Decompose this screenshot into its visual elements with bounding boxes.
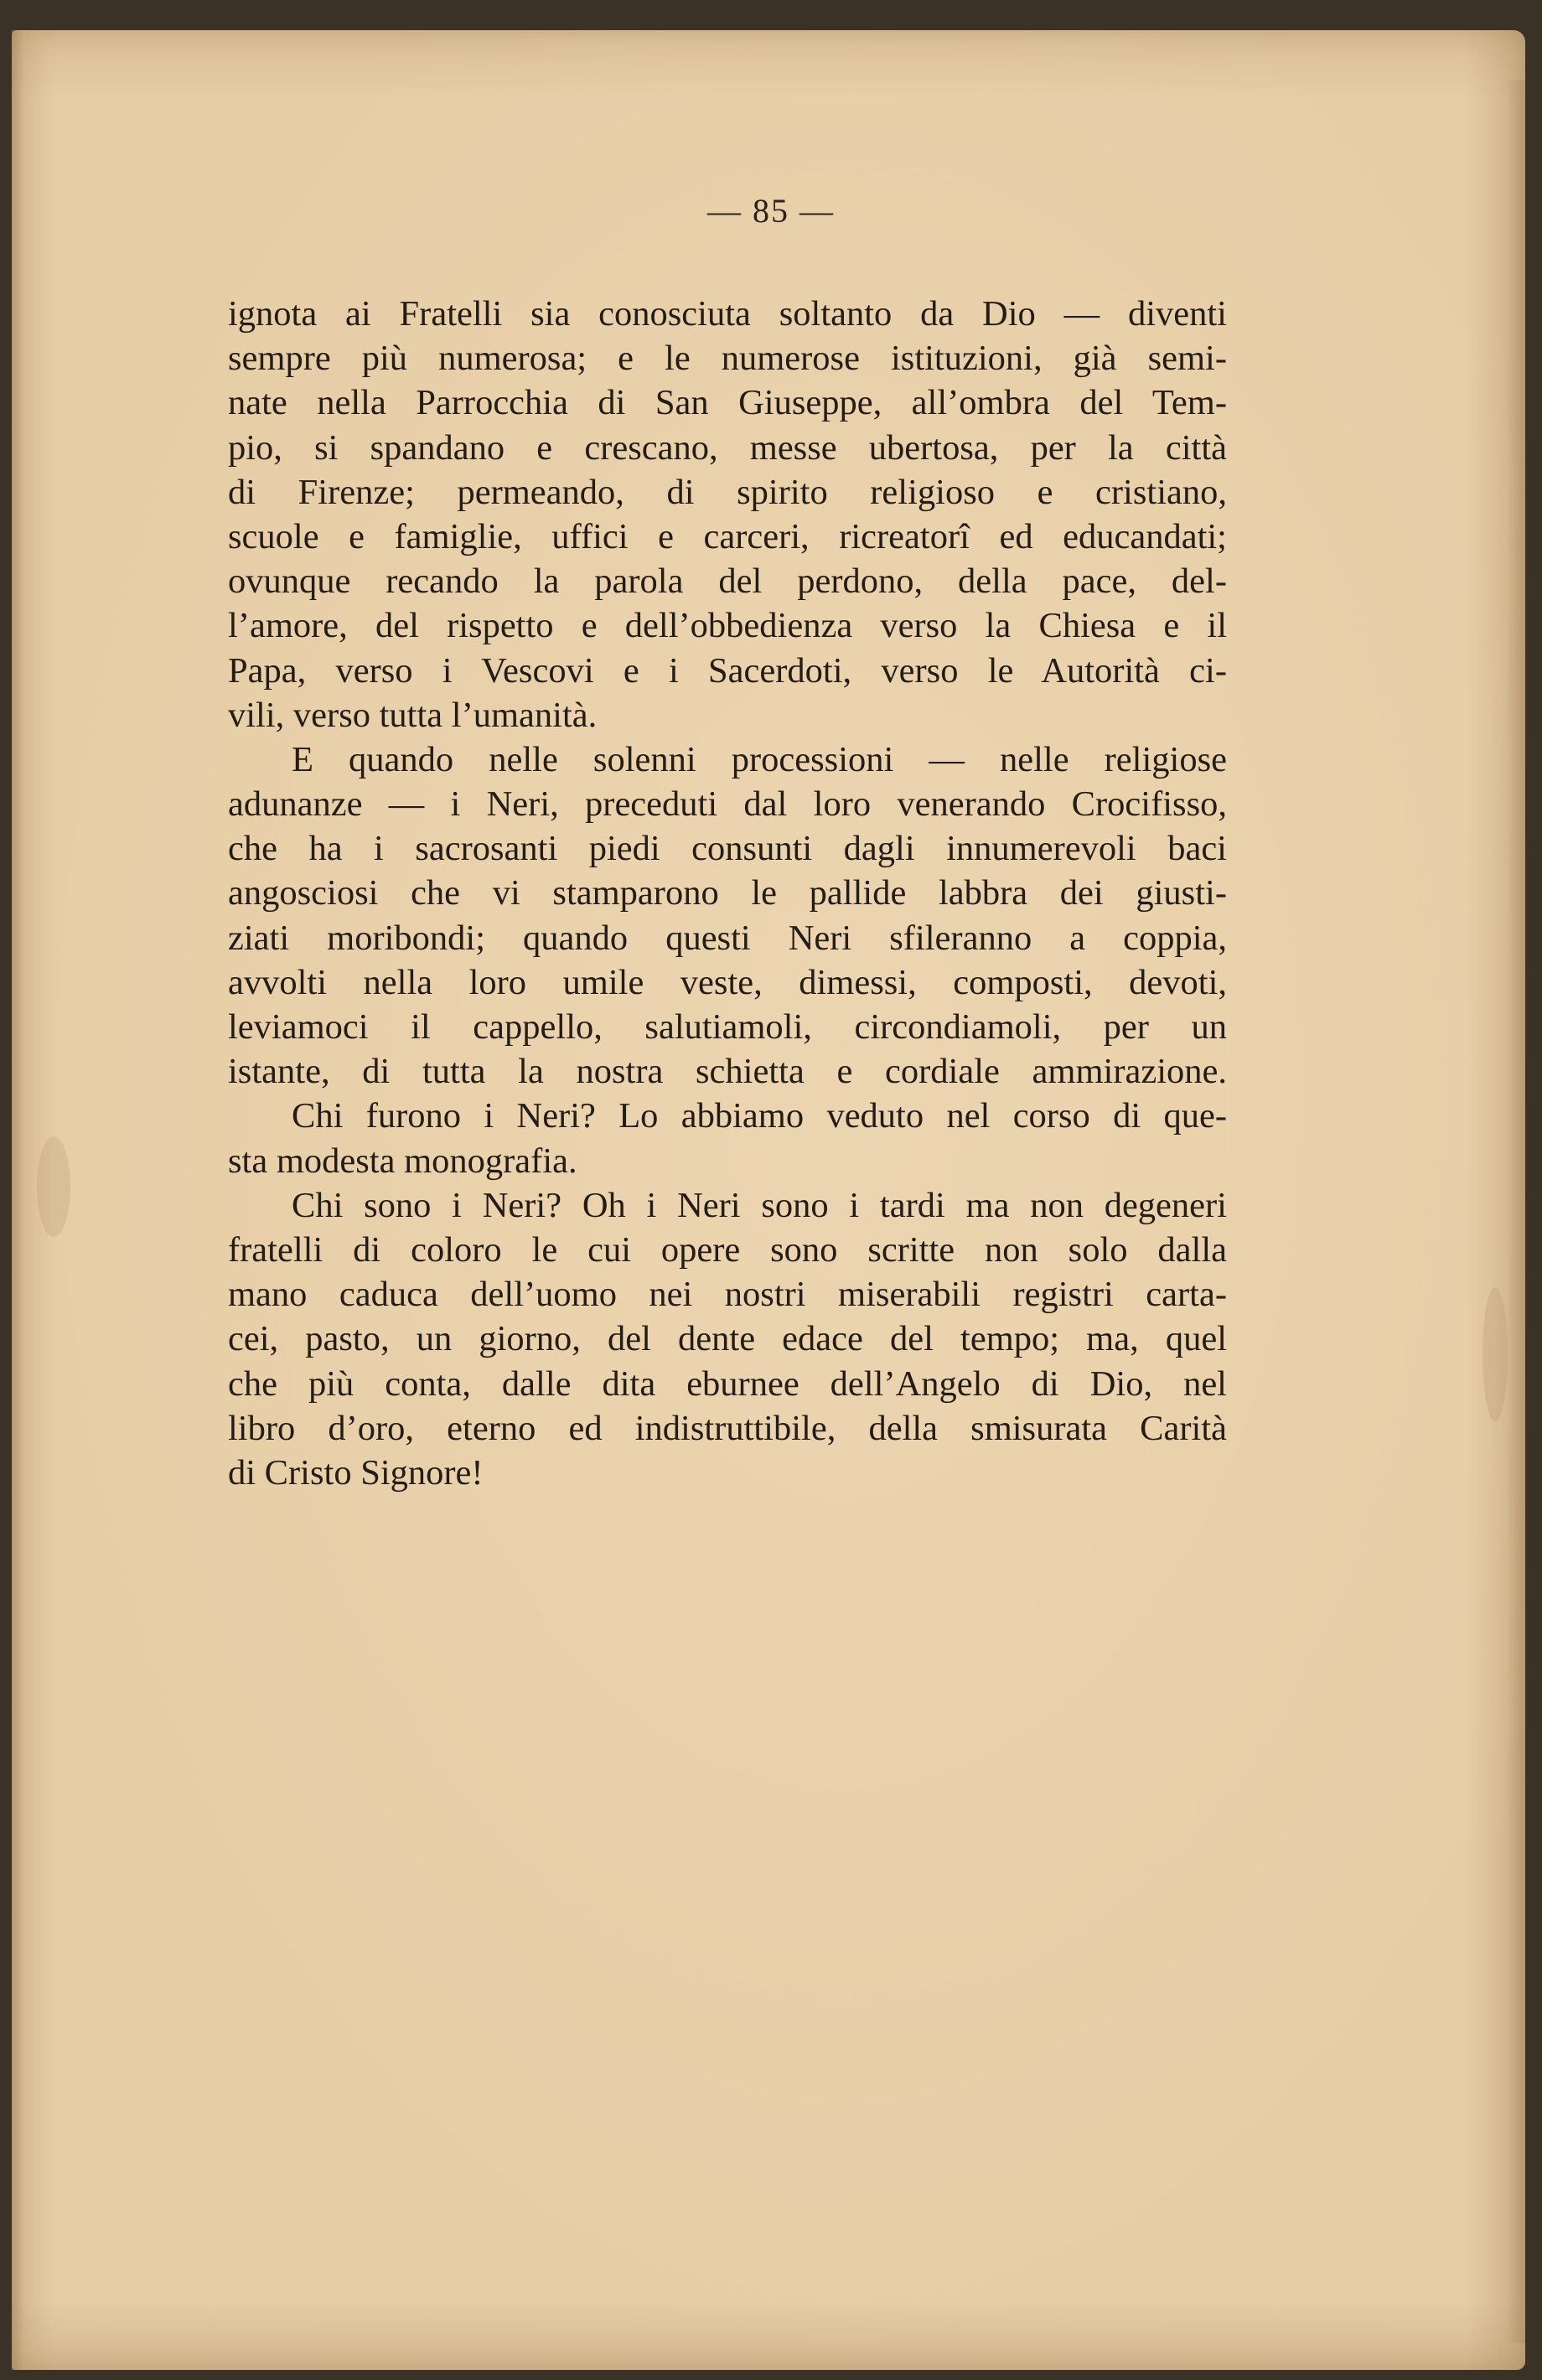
body-text — [228, 292, 1227, 1495]
text-line: ziati moribondi; quando questi Neri sfileranno a coppia, — [228, 918, 1227, 958]
text-line: nate nella Parrocchia di San Giuseppe, all’ombra del Tem- — [228, 383, 1227, 423]
text-line: angosciosi che vi stamparono le pallide labbra dei giusti- — [228, 873, 1227, 913]
page-left-edge-shadow — [12, 30, 23, 2370]
text-line: cei, pasto, un giorno, del dente edace del tempo; ma, quel — [228, 1319, 1227, 1359]
text-line: scuole e famiglie, uffici e carceri, ricreatorî ed educandati; — [228, 516, 1227, 556]
text-line: Chi sono i Neri? Oh i Neri sono i tardi ma non degeneri — [292, 1185, 1227, 1225]
text-line: l’amore, del rispetto e dell’obbedienza verso la Chiesa e il — [228, 606, 1227, 646]
text-line: leviamoci il cappello, salutiamoli, circondiamoli, per un — [228, 1007, 1227, 1047]
paragraph — [228, 1094, 1227, 1182]
text-line: avvolti nella loro umile veste, dimessi, composti, devoti, — [228, 962, 1227, 1002]
page-number: — 85 — — [707, 192, 835, 230]
text-line: ovunque recando la parola del perdono, della pace, del- — [228, 561, 1227, 602]
text-line: di Firenze; permeando, di spirito religioso e cristiano, — [228, 472, 1227, 512]
text-line: Chi furono i Neri? Lo abbiamo veduto nel corso di que- — [292, 1096, 1227, 1136]
paragraph — [228, 1183, 1227, 1495]
paragraph — [228, 292, 1227, 737]
text-line: ignota ai Fratelli sia conosciuta soltanto da Dio — diventi — [228, 294, 1227, 334]
text-line: E quando nelle solenni processioni — nelle religiose — [292, 739, 1227, 779]
text-line: mano caduca dell’uomo nei nostri miserabili registri carta- — [228, 1275, 1227, 1315]
text-line: vili, verso tutta l’umanità. — [228, 695, 598, 735]
page-right-edge-shadow — [1507, 80, 1525, 2343]
text-line: libro d’oro, eterno ed indistruttibile, della smisurata Carità — [228, 1408, 1227, 1448]
text-line: Papa, verso i Vescovi e i Sacerdoti, verso le Autorità ci- — [228, 650, 1227, 691]
text-line: adunanze — i Neri, preceduti dal loro venerando Crocifisso, — [228, 784, 1227, 825]
text-line: pio, si spandano e crescano, messe ubertosa, per la città — [228, 427, 1227, 468]
paragraph — [228, 737, 1227, 1094]
text-line: sempre più numerosa; e le numerose istituzioni, già semi- — [228, 339, 1227, 379]
text-line: che ha i sacrosanti piedi consunti dagli innumerevoli baci — [228, 829, 1227, 869]
paper-stain — [37, 1136, 70, 1237]
text-line: che più conta, dalle dita eburnee dell’Angelo di Dio, nel — [228, 1363, 1227, 1404]
paper-stain — [1482, 1287, 1508, 1421]
text-line: sta modesta monografia. — [228, 1141, 577, 1181]
text-line: di Cristo Signore! — [228, 1452, 484, 1493]
text-line: fratelli di coloro le cui opere sono scritte non solo dalla — [228, 1229, 1227, 1270]
text-line: istante, di tutta la nostra schietta e cordiale ammirazione. — [228, 1052, 1227, 1092]
